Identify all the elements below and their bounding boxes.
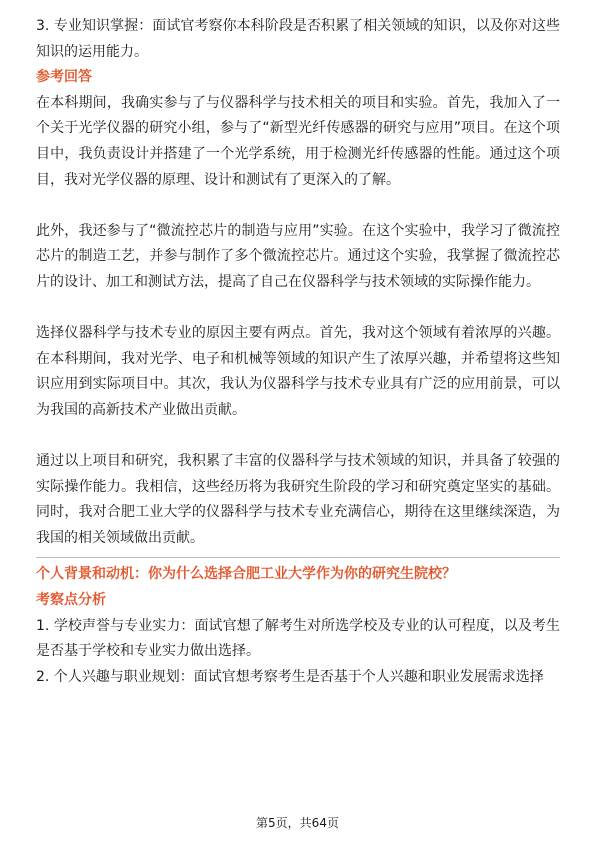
page-content xyxy=(36,14,560,690)
assessment-point-3: 3. 专业知识掌握：面试官考察你本科阶段是否积累了相关领域的知识，以及你对这些知识的运用能力。 xyxy=(36,18,560,60)
analysis-heading: 考察点分析 xyxy=(36,592,106,609)
paragraph-spacer xyxy=(36,296,560,322)
reference-answer-heading: 参考回答 xyxy=(36,69,92,86)
answer-paragraph-2: 此外，我还参与了“微流控芯片的制造与应用”实验。在这个实验中，我学习了微流控芯片的制造工艺，并参与制作了多个微流控芯片。通过这个实验，我掌握了微流控芯片的设计、加工和测试方法，提高了自己在仪器科学与技术领域的实际操作能力。 xyxy=(36,222,560,290)
paragraph-spacer xyxy=(36,193,560,219)
page-number-footer: 第5页，共64页 xyxy=(256,816,339,830)
answer-paragraph-4: 通过以上项目和研究，我积累了丰富的仪器科学与技术领域的知识，并具备了较强的实际操作能力。我相信，这些经历将为我研究生阶段的学习和研究奠定坚实的基础。同时，我对合肥工业大学的仪器科学与技术专业充满信心，期待在这里继续深造，为我国的相关领域做出贡献。 xyxy=(36,453,560,546)
answer-paragraph-1: 在本科期间，我确实参与了与仪器科学与技术相关的项目和实验。首先，我加入了一个关于光学仪器的研究小组，参与了“新型光纤传感器的研究与应用”项目。在这个项目中，我负责设计并搭建了一个光学系统，用于检测光纤传感器的性能。通过这个项目，我对光学仪器的原理、设计和测试有了更深入的了解。 xyxy=(36,94,560,188)
analysis-point-1: 1. 学校声誉与专业实力：面试官想了解考生对所选学校及专业的认可程度，以及考生是否基于学校和专业实力做出选择。 xyxy=(36,617,560,660)
paragraph-spacer xyxy=(36,424,560,450)
answer-paragraph-3: 选择仪器科学与技术专业的原因主要有两点。首先，我对这个领域有着浓厚的兴趣。在本科期间，我对光学、电子和机械等领域的知识产生了浓厚兴趣，并希望将这些知识应用到实际项目中。其次，我认为仪器科学与技术专业具有广泛的应用前景，可以为我国的高新技术产业做出贡献。 xyxy=(36,325,560,418)
analysis-point-2: 2. 个人兴趣与职业规划：面试官想考察考生是否基于个人兴趣和职业发展需求选择 xyxy=(36,668,544,685)
section-divider xyxy=(36,557,560,558)
interview-question-heading: 个人背景和动机：你为什么选择合肥工业大学作为你的研究生院校？ xyxy=(36,566,456,583)
